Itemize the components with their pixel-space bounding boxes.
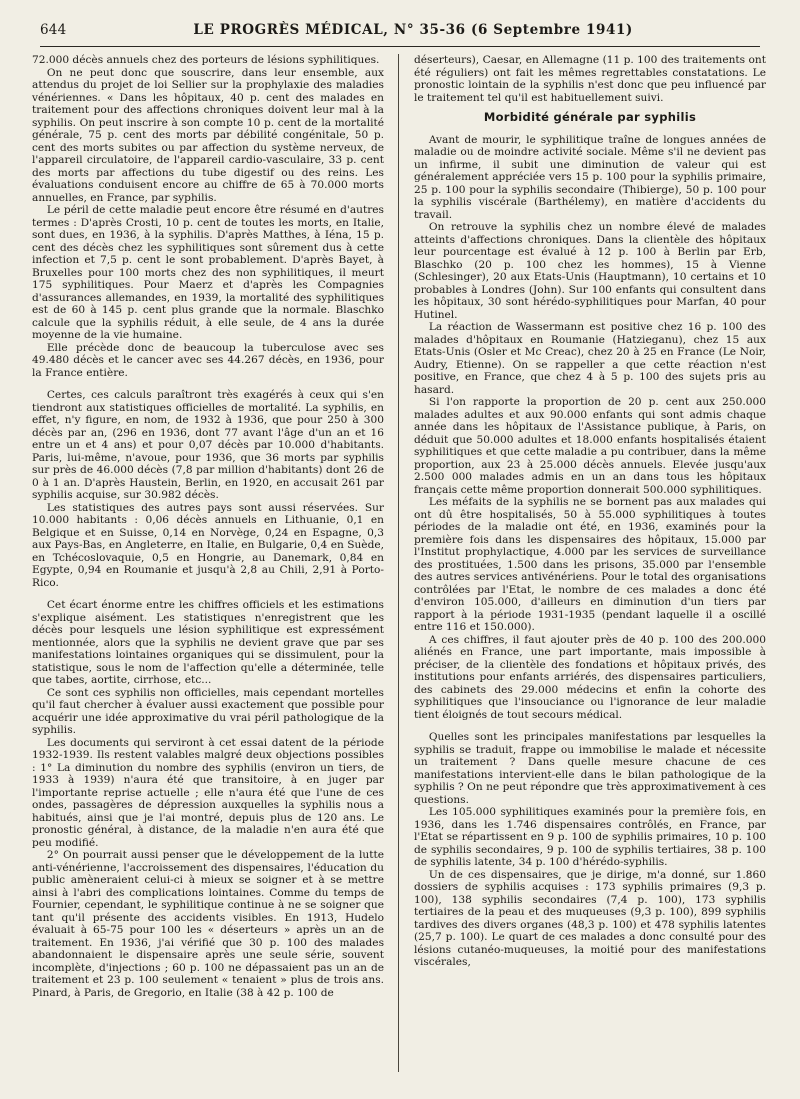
paragraph: Certes, ces calculs paraîtront très exagérés à ceux qui s'en tiendront aux statistiques officielles de mortalité. La syphilis, en effet, n'y figure, en nom, de 1932 à 1936, que pour 250 à 300 décès par an, (296 en 1936, dont 77 avant l'âge d'un an et 16 entre un et 4 ans) et pour 0,07 décès par 10.000 d'habitants. Paris, lui-même, n'avoue, pour 1936, que 36 morts par syphilis sur près de 46.000 décès (7,8 par million d'habitants) dont 26 de 0 à 1 an. D'après Haustein, Berlin, en 1920, en accusait 261 par syphilis acquise, sur 30.982 décès. [32, 389, 384, 501]
paragraph: Si l'on rapporte la proportion de 20 p. cent aux 250.000 malades adultes et aux 90.000 enfants qui sont admis chaque année dans les hôpitaux de l'Assistance publique, à Paris, on déduit que 50.000 adultes et 18.000 enfants hospitalisés étaient syphilitiques et que cette maladie a pu contribuer, dans la même proportion, aux 23 à 25.000 décès annuels. Elevée jusqu'aux 2.500 000 malades admis en un an dans tous les hôpitaux français cette même proportion donnerait 500.000 syphilitiques. [414, 396, 766, 496]
paragraph: 72.000 décès annuels chez des porteurs de lésions syphilitiques. [32, 54, 380, 66]
paragraph: Les statistiques des autres pays sont aussi réservées. Sur 10.000 habitants : 0,06 décès annuels en Lithuanie, 0,1 en Belgique et en Suisse, 0,14 en Norvège, 0,24 en Espagne, 0,3 aux Pays-Bas, en Angleterre, en Italie, en Bulgarie, 0,4 en Suède, en Tchécoslovaquie, 0,5 en Hongrie, au Danemark, 0,84 en Egypte, 0,94 en Roumanie et jusqu'à 2,8 au Chili, 2,91 à Porto-Rico. [32, 501, 384, 589]
left-column [32, 54, 384, 999]
paragraph: Le péril de cette maladie peut encore être résumé en d'autres termes : D'après Crosti, 10 p. cent de toutes les morts, en Italie, sont dues, en 1936, à la syphilis. D'après Matthes, à Iéna, 15 p. cent des décès chez les syphilitiques sont sûrement dus à cette infection et 7,5 p. cent le sont probablement. D'après Bayet, à Bruxelles pour 100 morts chez des non syphilitiques, il meurt 175 syphilitiques. Pour Maerz et d'après les Compagnies d'assurances allemandes, en 1939, la mortalité des syphilitiques est de 60 à 145 p. cent plus grande que la normale. Blaschko calcule que la syphilis réduit, à elle seule, de 4 ans la durée moyenne de la vie humaine. [32, 204, 384, 341]
section-heading: Morbidité générale par syphilis [483, 110, 697, 124]
paragraph: A ces chiffres, il faut ajouter près de 40 p. 100 des 200.000 aliénés en France, une part importante, mais impossible à préciser, de la clientèle des fondations et hôpitaux privés, des institutions pour enfants arriérés, des dispensaires particuliers, des cabinets des 29.000 médecins et enfin la cohorte des syphilitiques que l'insouciance ou l'ignorance de leur maladie tient éloignés de tout secours médical. [414, 633, 766, 721]
paragraph: 2° On pourrait aussi penser que le développement de la lutte anti-vénérienne, l'accroissement des dispensaires, l'éducation du public amèneraient celui-ci à mieux se soigner et à se mettre ainsi à l'abri des complications lointaines. Comme du temps de Fournier, cependant, le syphilitique continue à ne se soigner que tant qu'il présente des accidents visibles. En 1913, Hudelo évaluait à 65-75 pour 100 les « déserteurs » après un an de traitement. En 1936, j'ai vérifié que 30 p. 100 des malades abandonnaient le dispensaire après une seule série, souvent incomplète, d'injections ; 60 p. 100 ne dépassaient pas un an de traitement et 23 p. 100 seulement « tenaient » plus de trois ans. Pinard, à Paris, de Gregorio, en Italie (38 à 42 p. 100 de [32, 849, 384, 999]
paragraph: Quelles sont les principales manifestations par lesquelles la syphilis se traduit, frappe ou immobilise le malade et nécessite un traitement ? Dans quelle mesure chacune de ces manifestations intervient-elle dans le bilan pathologique de la syphilis ? On ne peut répondre que très approximativement à ces questions. [414, 731, 766, 806]
paragraph: Ce sont ces syphilis non officielles, mais cependant mortelles qu'il faut chercher à évaluer aussi exactement que possible pour acquérir une idée approximative du vrai péril pathologique de la syphilis. [32, 686, 384, 736]
journal-title: LE PROGRÈS MÉDICAL, N° 35-36 (6 Septembre 1941) [193, 22, 633, 38]
paragraph: La réaction de Wassermann est positive chez 16 p. 100 des malades d'hôpitaux en Roumanie (Hatzieganu), chez 15 aux Etats-Unis (Osler et Mc Creac), chez 20 à 25 en France (Le Noir, Audry, Etienne). On se rappeller a que cette réaction n'est positive, en France, que chez 4 à 5 p. 100 des sujets pris au hasard. [414, 321, 766, 396]
paragraph: On ne peut donc que souscrire, dans leur ensemble, aux attendus du projet de loi Sellier sur la prophylaxie des maladies vénériennes. « Dans les hôpitaux, 40 p. cent des malades en traitement pour des affections chroniques doivent leur mal à la syphilis. On peut inscrire à son compte 10 p. cent de la mortalité générale, 75 p. cent des morts par débilité congénitale, 50 p. cent des morts subites ou par affection du système nerveux, de l'appareil circulatoire, de l'appareil cardio-vasculaire, 33 p. cent des morts par affections du tube digestif ou des reins. Les évaluations conduisent encore au chiffre de 65 à 70.000 morts annuelles, en France, par syphilis. [32, 66, 384, 204]
paragraph: Les méfaits de la syphilis ne se bornent pas aux malades qui ont dû être hospitalisés, 50 à 55.000 syphilitiques à toutes périodes de la maladie ont été, en 1936, examinés pour la première fois dans les dispensaires des hôpitaux, 15.000 par l'Institut prophylactique, 4.000 par les services de surveillance des prostituées, 1.500 dans les prisons, 35.000 par l'ensemble des autres services antivénériens. Pour le total des organisations contrôlées par l'Etat, le nombre de ces malades a donc été d'environ 105.000, d'ailleurs en diminution d'un tiers par rapport à la période 1931-1935 (pendant laquelle il a oscillé entre 116 et 150.000). [414, 496, 766, 633]
page-number: 644 [40, 22, 67, 38]
paragraph: Avant de mourir, le syphilitique traîne de longues années de maladie ou de moindre activité sociale. Même s'il ne devient pas un infirme, il subit une diminution de valeur qui est généralement appréciée vers 15 p. 100 pour la syphilis primaire, 25 p. 100 pour la syphilis secondaire (Thibierge), 50 p. 100 pour la syphilis viscérale (Barthélemy), en matière d'accidents du travail. [414, 133, 766, 221]
column-divider [398, 54, 399, 1072]
paragraph: Un de ces dispensaires, que je dirige, m'a donné, sur 1.860 dossiers de syphilis acquises : 173 syphilis primaires (9,3 p. 100), 138 syphilis secondaires (7,4 p. 100), 173 syphilis tertiaires de la peau et des muqueuses (9,3 p. 100), 899 syphilis tardives des divers organes (48,3 p. 100) et 478 syphilis latentes (25,7 p. 100). Le quart de ces malades a donc consulté pour des lésions cutanéo-muqueuses, la moitié pour des manifestations viscérales, [414, 868, 766, 968]
paragraph: Les 105.000 syphilitiques examinés pour la première fois, en 1936, dans les 1.746 dispensaires contrôlés, en France, par l'Etat se répartissent en 9 p. 100 de syphilis primaires, 10 p. 100 de syphilis secondaires, 9 p. 100 de syphilis tertiaires, 38 p. 100 de syphilis latente, 34 p. 100 d'hérédo-syphilis. [414, 806, 766, 868]
right-column [414, 54, 766, 969]
paragraph: Les documents qui serviront à cet essai datent de la période 1932-1939. Ils restent valables malgré deux objections possibles : 1° La diminution du nombre des syphilis (environ un tiers, de 1933 à 1939) n'aura été que transitoire, à en juger par l'importante reprise actuelle ; elle n'aura été que l'une de ces ondes, passagères de dépression auxquelles la syphilis nous a habitués, ainsi que je l'ai montré, depuis plus de 120 ans. Le pronostic général, à distance, de la maladie n'en aura été que peu modifié. [32, 736, 384, 849]
paragraph: déserteurs), Caesar, en Allemagne (11 p. 100 des traitements ont été réguliers) ont fait les mêmes regrettables constatations. Le pronostic lointain de la syphilis n'est donc que peu influencé par le traitement tel qu'il est habituellement suivi. [414, 54, 766, 104]
paragraph: Elle précède donc de beaucoup la tuberculose avec ses 49.480 décès et le cancer avec ses 44.267 décès, en 1936, pour la France entière. [32, 341, 384, 379]
header-rule [40, 46, 760, 47]
paragraph: On retrouve la syphilis chez un nombre élevé de malades atteints d'affections chroniques. Dans la clientèle des hôpitaux leur pourcentage est évalué à 12 p. 100 à Berlin par Erb, Blaschko (20 p. 100 chez les hommes), 15 à Vienne (Schlesinger), 20 aux Etats-Unis (Hauptmann), 10 certains et 10 probables à Londres (John). Sur 100 enfants qui consultent dans les hôpitaux, 30 sont hérédo-syphilitiques pour Marfan, 40 pour Hutinel. [414, 221, 766, 321]
paragraph: Cet écart énorme entre les chiffres officiels et les estimations s'explique aisément. Les statistiques n'enregistrent que les décès pour lesquels une lésion syphilitique est expressément mentionnée, alors que la syphilis ne devient grave que par ses manifestations lointaines organiques qui se dissimulent, pour la statistique, sous le nom de l'affection qu'elle a déterminée, telle que tabes, aortite, cirrhose, etc... [32, 599, 384, 686]
page-header [40, 18, 760, 42]
